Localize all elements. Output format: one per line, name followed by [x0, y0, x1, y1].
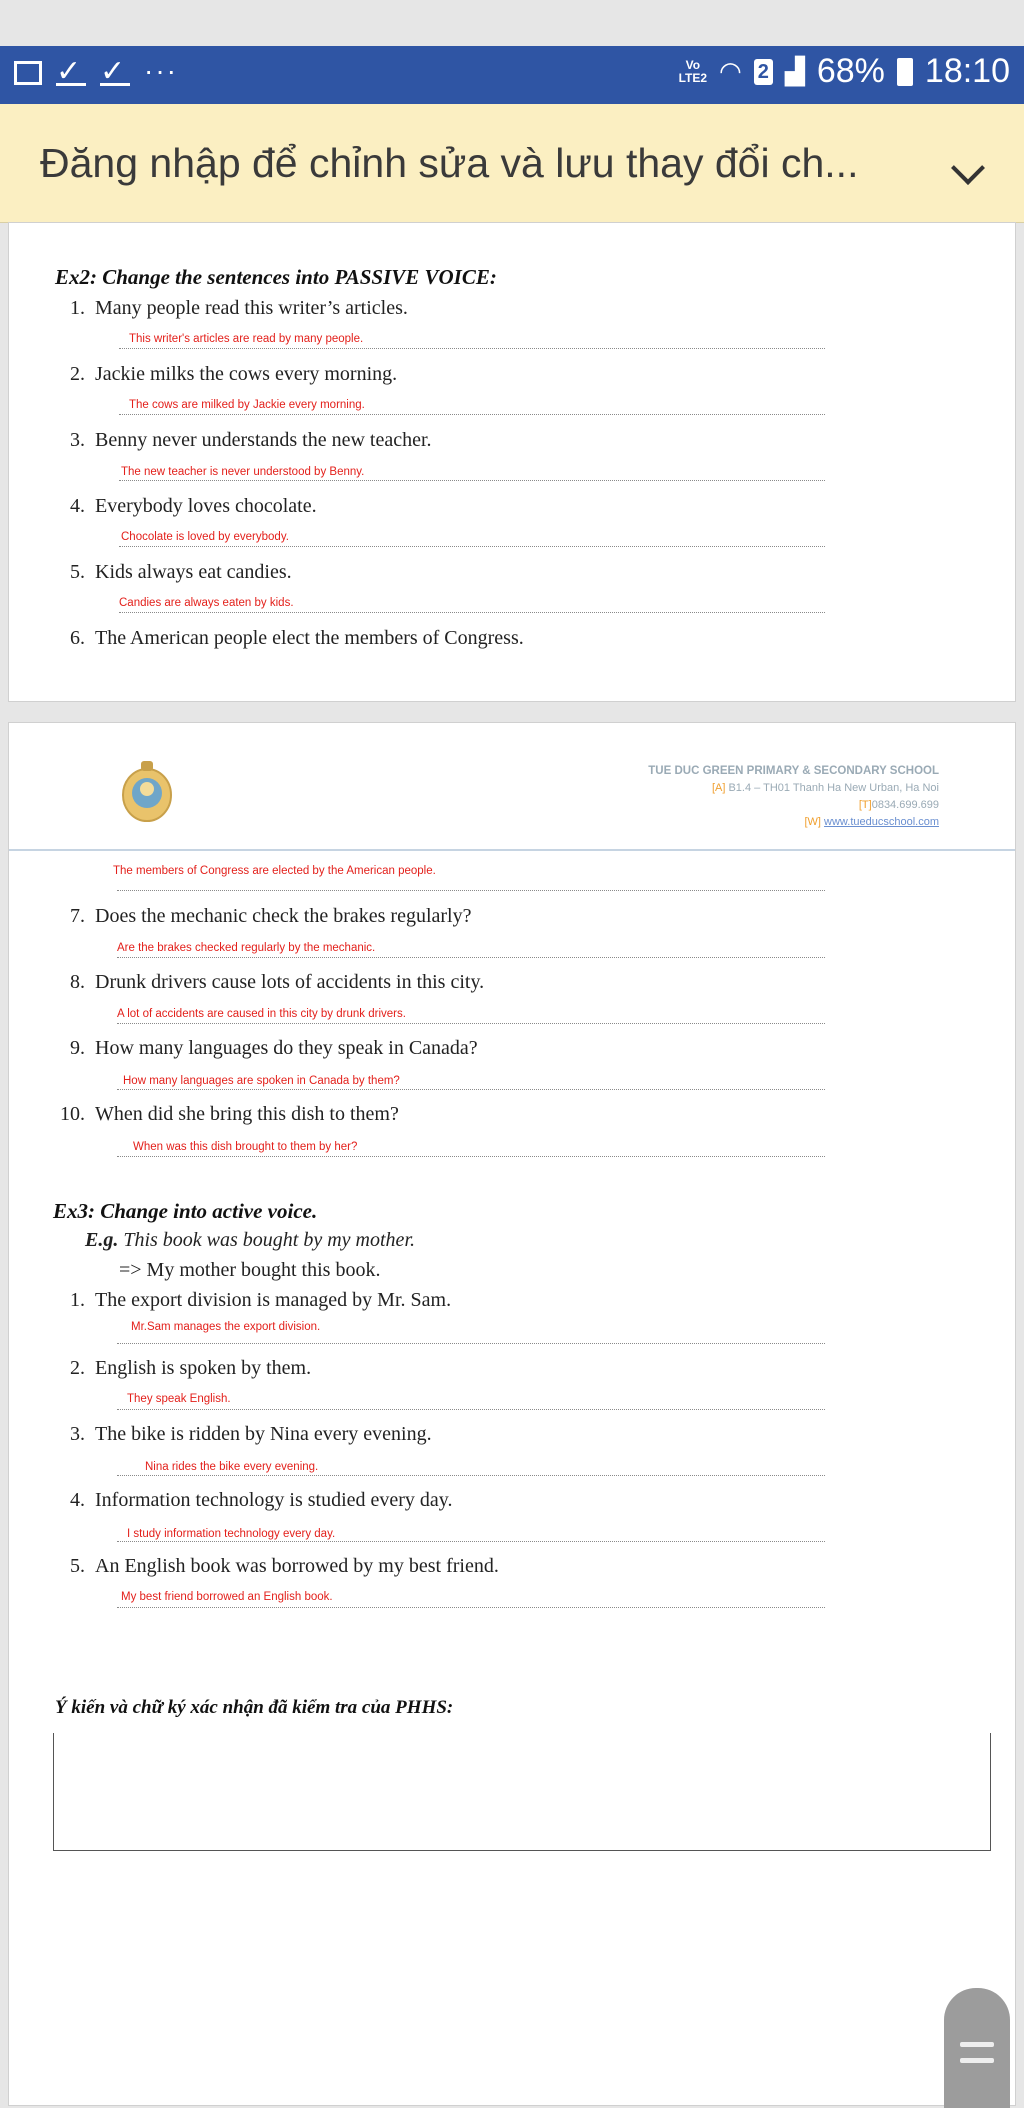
- answer-line: [117, 1089, 825, 1090]
- clock: 18:10: [924, 52, 1010, 90]
- answer-line: [117, 1156, 825, 1157]
- answer-text: When was this dish brought to them by her?: [133, 1141, 358, 1153]
- list-item: 5. Kids always eat candies.: [70, 561, 292, 583]
- signal-icon: ▟: [784, 56, 805, 86]
- answer-line: [117, 1475, 825, 1476]
- list-item: 5. An English book was borrowed by my best friend.: [70, 1555, 499, 1577]
- school-address: B1.4 – TH01 Thanh Ha New Urban, Ha Noi: [728, 782, 939, 794]
- volte-icon: Vo LTE2: [678, 57, 708, 85]
- answer-text: The new teacher is never understood by Benny.: [121, 466, 365, 478]
- document-page-2: [8, 722, 1016, 2106]
- list-item: 1. Many people read this writer’s articles.: [70, 297, 408, 319]
- answer-line: [119, 414, 825, 415]
- answer-text: Mr.Sam manages the export division.: [131, 1321, 321, 1333]
- answer-text: Nina rides the bike every evening.: [145, 1461, 319, 1473]
- list-item: 9. How many languages do they speak in Canada?: [70, 1037, 478, 1059]
- answer-line: [119, 546, 825, 547]
- answer-line: [119, 612, 825, 613]
- answer-line: [119, 348, 825, 349]
- answer-text: They speak English.: [127, 1393, 231, 1405]
- gallery-icon: [14, 61, 42, 85]
- answer-line: [117, 1343, 825, 1344]
- answer-line: [117, 1023, 825, 1024]
- example-answer: => My mother bought this book.: [119, 1259, 381, 1281]
- ex2-heading: Ex2: Change the sentences into PASSIVE VOICE:: [55, 265, 497, 289]
- sim-icon: 2: [754, 59, 773, 85]
- status-bar: [0, 46, 1024, 104]
- more-icon: ···: [144, 55, 178, 86]
- list-item: 2. English is spoken by them.: [70, 1357, 312, 1379]
- list-item: 2. Jackie milks the cows every morning.: [70, 363, 398, 385]
- school-website-link[interactable]: www.tueducschool.com: [824, 816, 939, 828]
- answer-text: Are the brakes checked regularly by the mechanic.: [117, 942, 376, 954]
- answer-text: This writer's articles are read by many people.: [129, 333, 364, 345]
- school-logo: [119, 759, 175, 823]
- list-item: 3. The bike is ridden by Nina every evening.: [70, 1423, 432, 1445]
- handle-grip-line: [960, 2042, 994, 2047]
- list-item: 8. Drunk drivers cause lots of accidents in this city.: [70, 971, 485, 993]
- header-divider: [9, 849, 1015, 851]
- answer-line: [117, 1541, 825, 1542]
- answer-line: [119, 480, 825, 481]
- answer-text: A lot of accidents are caused in this city by drunk drivers.: [117, 1008, 406, 1020]
- download-check-icon: ✓: [100, 57, 130, 86]
- school-name: TUE DUC GREEN PRIMARY & SECONDARY SCHOOL: [648, 765, 939, 777]
- list-item: 10. When did she bring this dish to them?: [60, 1103, 399, 1125]
- answer-text: How many languages are spoken in Canada by them?: [123, 1075, 400, 1087]
- battery-percent: 68%: [816, 52, 885, 90]
- download-check-icon: ✓: [56, 57, 86, 86]
- answer-line: [117, 1409, 825, 1410]
- answer-line: [117, 1607, 825, 1608]
- sign-in-banner-text[interactable]: Đăng nhập để chỉnh sửa và lưu thay đổi ch...: [40, 140, 859, 186]
- ex3-heading: Ex3: Change into active voice.: [53, 1199, 318, 1223]
- answer-text: Chocolate is loved by everybody.: [121, 531, 289, 543]
- answer-text: Candies are always eaten by kids.: [119, 597, 294, 609]
- handle-grip-line: [960, 2058, 994, 2063]
- answer-text: The cows are milked by Jackie every morning.: [129, 399, 365, 411]
- list-item: 7. Does the mechanic check the brakes regularly?: [70, 905, 472, 927]
- battery-icon: [897, 58, 913, 86]
- answer-line: [117, 957, 825, 958]
- answer-line: [117, 890, 825, 891]
- answer-text: The members of Congress are elected by the American people.: [113, 865, 436, 877]
- list-item: 1. The export division is managed by Mr. Sam.: [70, 1289, 452, 1311]
- scroll-handle[interactable]: [944, 1988, 1010, 2108]
- sign-in-banner[interactable]: [0, 104, 1024, 223]
- parent-signature-box[interactable]: [53, 1733, 991, 1851]
- chevron-down-icon[interactable]: [951, 151, 985, 185]
- school-header: [648, 763, 939, 831]
- wifi-icon: ◠: [719, 56, 742, 86]
- web-label: [W]: [804, 816, 821, 828]
- school-phone: 0834.699.699: [871, 799, 939, 811]
- answer-text: I study information technology every day.: [127, 1528, 336, 1540]
- document-page-1: [8, 222, 1016, 702]
- answer-text: My best friend borrowed an English book.: [121, 1591, 333, 1603]
- list-item: 4. Information technology is studied every day.: [70, 1489, 453, 1511]
- address-label: [A]: [711, 782, 726, 794]
- list-item: 4. Everybody loves chocolate.: [70, 495, 317, 517]
- list-item: 6. The American people elect the members of Congress.: [70, 627, 524, 649]
- parent-note-label: Ý kiến và chữ ký xác nhận đã kiểm tra của PHHS:: [55, 1697, 454, 1718]
- phone-label: [T]: [858, 799, 872, 811]
- example-sentence: E.g. This book was bought by my mother.: [85, 1229, 416, 1251]
- list-item: 3. Benny never understands the new teacher.: [70, 429, 432, 451]
